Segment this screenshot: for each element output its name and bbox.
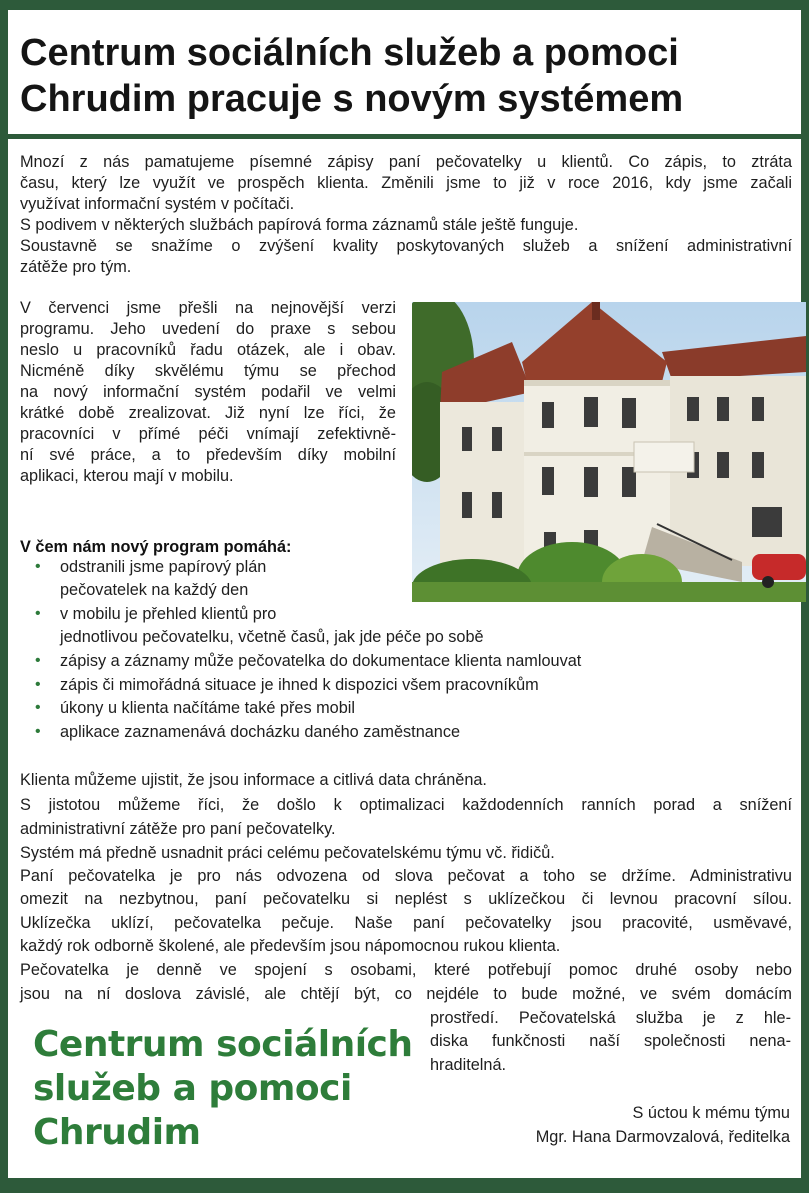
frame-bottom-border xyxy=(0,1178,809,1193)
body-line: jsou na ní doslova závislé, ale chtějí být, co nejdéle to bude možné, ve svém domácím xyxy=(20,985,792,1003)
intro-line: Mnozí z nás pamatujeme písemné zápisy paní pečovatelky u klientů. Co zápis, to ztráta xyxy=(20,153,792,171)
body-line: Systém má předně usnadnit práci celému pečovatelskému týmu vč. řidičů. xyxy=(20,844,555,862)
benefit-item-line: úkony u klienta načítáme také přes mobil xyxy=(60,699,356,717)
side-text-line: Nicméně díky skvělému týmu se přechod xyxy=(20,362,396,380)
bullet-icon xyxy=(35,604,47,624)
logo-line-3: Chrudim xyxy=(33,1112,201,1153)
benefit-item-line: odstranili jsme papírový plán xyxy=(60,558,267,576)
closing-line: hraditelná. xyxy=(430,1056,507,1074)
article-headline xyxy=(20,30,800,122)
bullet-icon xyxy=(35,651,47,671)
frame-top-border xyxy=(0,0,809,10)
bullet-icon xyxy=(35,675,47,695)
intro-line: Soustavně se snažíme o zvýšení kvality poskytovaných služeb a snížení administrativní xyxy=(20,237,792,255)
signature-name: Mgr. Hana Darmovzalová, ředitelka xyxy=(535,1128,790,1146)
benefit-item-line: zápis či mimořádná situace je ihned k dispozici všem pracovníkům xyxy=(60,676,539,694)
intro-line: zátěže pro tým. xyxy=(20,258,132,276)
side-text-line: pracovníci v přímé péči vnímají zefektivně- xyxy=(20,425,396,443)
bullet-icon xyxy=(35,722,47,742)
body-line: Klienta můžeme ujistit, že jsou informace a citlivá data chráněna. xyxy=(20,771,487,789)
side-text-line: krátké době zrealizovat. Již nyní lze říci, že xyxy=(20,404,396,422)
headline-divider xyxy=(8,134,801,139)
side-text-line: ní své práce, a to především díky mobilní xyxy=(20,446,396,464)
benefit-item-line: v mobilu je přehled klientů pro xyxy=(60,605,277,623)
benefit-item-line: pečovatelek na každý den xyxy=(60,581,249,599)
side-text-line: V červenci jsme přešli na nejnovější verzi xyxy=(20,299,396,317)
signature-greeting: S úctou k mému týmu xyxy=(632,1104,790,1122)
side-text-line: aplikaci, kterou mají v mobilu. xyxy=(20,467,234,485)
bullet-icon xyxy=(35,698,47,718)
benefit-item-line: aplikace zaznamenává docházku daného zaměstnance xyxy=(60,723,461,741)
body-line: Paní pečovatelka je pro nás odvozena od slova pečovat a toho se držíme. Administrativu xyxy=(20,867,792,885)
building-photo xyxy=(412,302,806,602)
body-line: Uklízečka uklízí, pečovatelka pečuje. Naše paní pečovatelky jsou pracovité, usměvavé, xyxy=(20,914,792,932)
frame-left-border xyxy=(0,0,8,1193)
body-line: S jistotou můžeme říci, že došlo k optimalizaci každodenních ranních porad a snížení xyxy=(20,796,792,814)
intro-line: využívat informační systém v počítači. xyxy=(20,195,295,213)
headline-line-1: Centrum sociálních služeb a pomoci xyxy=(20,32,679,74)
side-text-line: neslo u pracovníků řadu otázek, ale i obav. xyxy=(20,341,396,359)
headline-line-2: Chrudim pracuje s novým systémem xyxy=(20,78,684,120)
closing-line: diska funkčnosti naší společnosti nena- xyxy=(430,1032,791,1050)
body-line: každý rok odborně školené, ale především jsou nápomocnou rukou klienta. xyxy=(20,937,561,955)
benefit-item-line: zápisy a záznamy může pečovatelka do dokumentace klienta namlouvat xyxy=(60,652,582,670)
closing-line: prostředí. Pečovatelská služba je z hle- xyxy=(430,1009,791,1027)
benefit-item-line: jednotlivou pečovatelku, včetně časů, jak jde péče po sobě xyxy=(60,628,484,646)
body-line: omezit na nezbytnou, paní pečovatelku si neplést s uklízečkou či levnou pracovní sílou. xyxy=(20,890,792,908)
organisation-logo xyxy=(33,1023,413,1155)
bullet-icon xyxy=(35,557,47,577)
side-text-line: na nový informační systém podařil ve velmi xyxy=(20,383,396,401)
intro-line: S podivem v některých službách papírová forma záznamů stále ještě funguje. xyxy=(20,216,579,234)
logo-line-1: Centrum sociálních xyxy=(33,1024,413,1065)
intro-line: času, který lze využít ve prospěch klienta. Změnili jsme to již v roce 2016, kdy jsme začali xyxy=(20,174,792,192)
benefits-heading: V čem nám nový program pomáhá: xyxy=(20,538,292,556)
body-line: administrativní zátěže pro paní pečovatelky. xyxy=(20,820,336,838)
body-line: Pečovatelka je denně ve spojení s osobami, které potřebují pomoc druhé osoby nebo xyxy=(20,961,792,979)
logo-line-2: služeb a pomoci xyxy=(33,1068,352,1109)
side-text-line: programu. Jeho uvedení do praxe s sebou xyxy=(20,320,396,338)
